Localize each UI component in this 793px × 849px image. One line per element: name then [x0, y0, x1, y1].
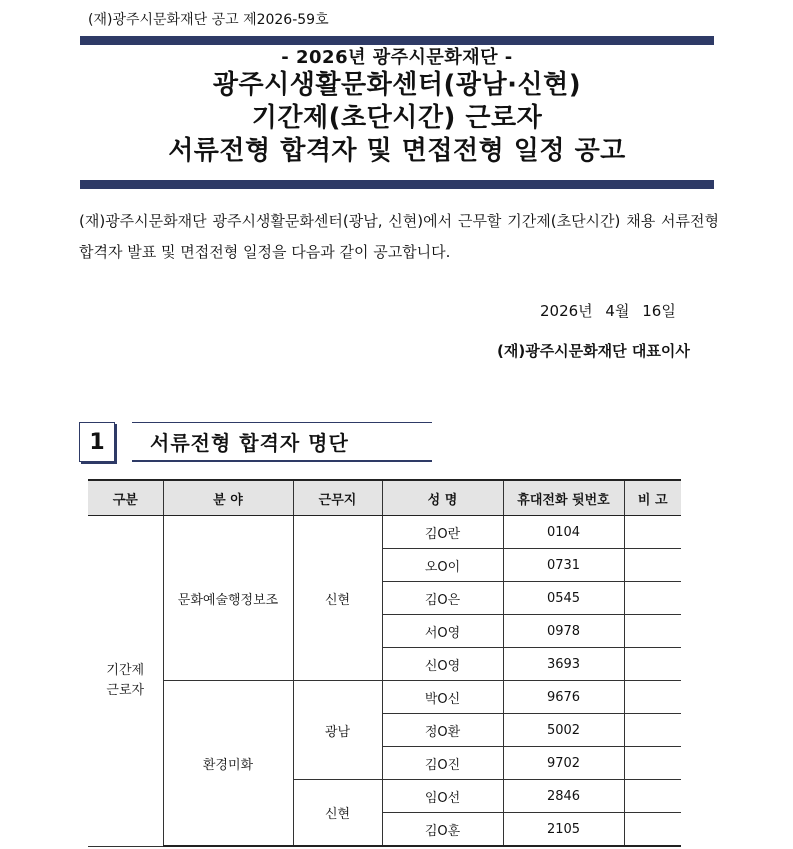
note-cell [624, 714, 681, 747]
name-cell: 서O영 [382, 615, 503, 648]
header-bottom-bar [80, 180, 714, 189]
note-cell [624, 813, 681, 847]
category-line-1: 기간제 [106, 662, 145, 678]
phone-cell: 2105 [503, 813, 624, 847]
phone-cell: 0978 [503, 615, 624, 648]
table-row [88, 516, 681, 549]
name-cell: 김O은 [382, 582, 503, 615]
note-cell [624, 681, 681, 714]
note-cell [624, 648, 681, 681]
header-location: 근무지 [293, 480, 382, 516]
name-cell: 신O영 [382, 648, 503, 681]
title-line-3: 서류전형 합격자 및 면접전형 일정 공고 [168, 136, 626, 166]
phone-cell: 9702 [503, 747, 624, 780]
note-cell [624, 582, 681, 615]
location-cell: 신현 [293, 516, 382, 681]
name-cell: 박O신 [382, 681, 503, 714]
phone-cell: 0104 [503, 516, 624, 549]
phone-cell: 0545 [503, 582, 624, 615]
subtitle: - 2026년 광주시문화재단 - [281, 47, 513, 68]
header-category: 구분 [88, 480, 163, 516]
section-number: 1 [79, 422, 115, 462]
name-cell: 김O훈 [382, 813, 503, 847]
category-cell [88, 516, 163, 847]
title-block [80, 46, 714, 168]
field-cell: 환경미화 [163, 681, 293, 847]
phone-cell: 5002 [503, 714, 624, 747]
phone-cell: 0731 [503, 549, 624, 582]
name-cell: 김O란 [382, 516, 503, 549]
note-cell [624, 780, 681, 813]
note-cell [624, 549, 681, 582]
table-header-row [88, 480, 681, 516]
note-cell [624, 516, 681, 549]
name-cell: 오O이 [382, 549, 503, 582]
header-top-bar [80, 36, 714, 45]
name-cell: 정O환 [382, 714, 503, 747]
location-cell: 광남 [293, 681, 382, 780]
intro-paragraph: (재)광주시문화재단 광주시생활문화센터(광남, 신현)에서 근무할 기간제(초단시간) 채용 서류전형 합격자 발표 및 면접전형 일정을 다음과 같이 공고합니다. [79, 212, 719, 261]
name-cell: 김O진 [382, 747, 503, 780]
table-row [88, 681, 681, 714]
location-cell: 신현 [293, 780, 382, 847]
section-title: 서류전형 합격자 명단 [132, 422, 432, 462]
header-phone: 휴대전화 뒷번호 [503, 480, 624, 516]
name-cell: 임O선 [382, 780, 503, 813]
category-line-2: 근로자 [106, 682, 145, 698]
note-cell [624, 615, 681, 648]
header-note: 비 고 [624, 480, 681, 516]
signer: (재)광주시문화재단 대표이사 [497, 342, 690, 360]
header-field: 분 야 [163, 480, 293, 516]
field-cell: 문화예술행정보조 [163, 516, 293, 681]
announcement-date: 2026년 4월 16일 [540, 302, 676, 320]
title-line-2: 기간제(초단시간) 근로자 [251, 103, 543, 133]
phone-cell: 9676 [503, 681, 624, 714]
candidate-table [88, 479, 681, 847]
note-cell [624, 747, 681, 780]
phone-cell: 2846 [503, 780, 624, 813]
phone-cell: 3693 [503, 648, 624, 681]
notice-number: (재)광주시문화재단 공고 제2026-59호 [88, 12, 329, 28]
header-name: 성 명 [382, 480, 503, 516]
title-line-1: 광주시생활문화센터(광남·신현) [212, 70, 582, 100]
